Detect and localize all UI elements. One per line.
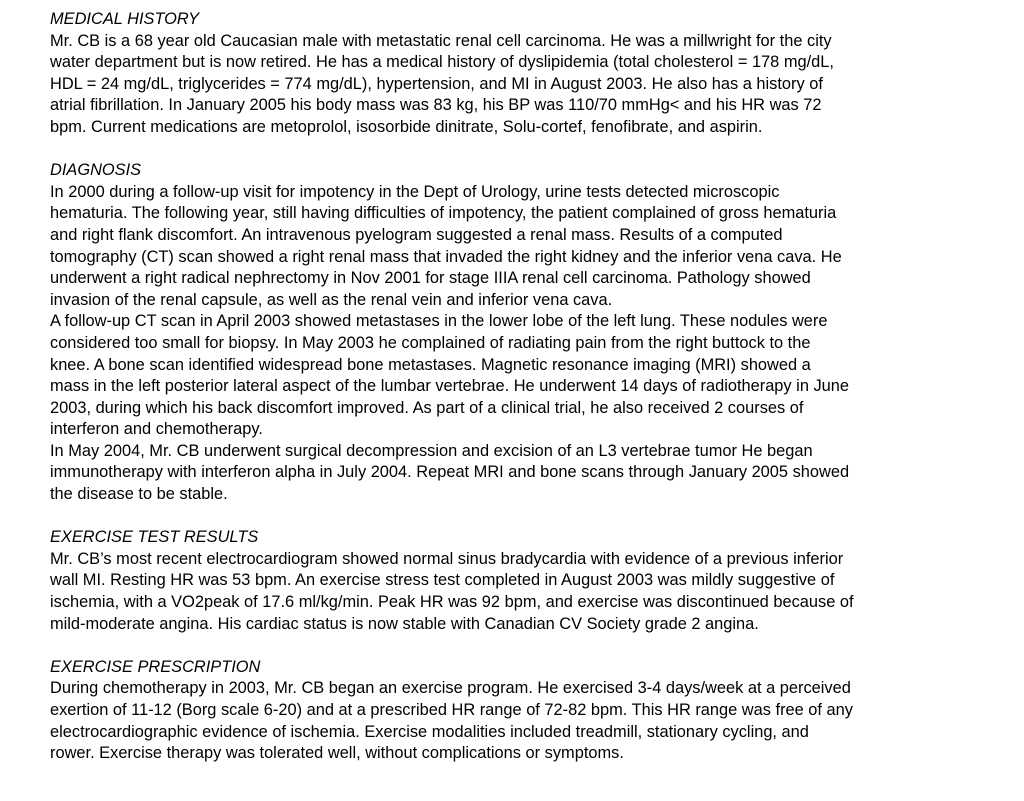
section-heading: EXERCISE PRESCRIPTION — [50, 657, 261, 676]
section-medical-history — [50, 9, 1010, 139]
paragraph: In 2000 during a follow-up visit for impotency in the Dept of Urology, urine tests detected microscopic hematuria. The following year, still having difficulties of impotency, the patient complained of gross hematuria and right flank discomfort. An intravenous pyelogram suggested a renal mass. Results of a computed tomography (CT) scan showed a right renal mass that invaded the right kidney and the inferior vena cava. He underwent a right radical nephrectomy in Nov 2001 for stage IIIA renal cell carcinoma. Pathology showed invasion of the renal capsule, as well as the renal vein and inferior vena cava. — [50, 182, 842, 309]
section-exercise-prescription — [50, 657, 1010, 765]
section-heading: MEDICAL HISTORY — [50, 10, 200, 28]
paragraph: In May 2004, Mr. CB underwent surgical decompression and excision of an L3 vertebrae tumor He began immunotherapy with interferon alpha in July 2004. Repeat MRI and bone scans through January 2005 showed the disease to be stable. — [50, 441, 850, 504]
section-diagnosis — [50, 160, 1010, 506]
paragraph: During chemotherapy in 2003, Mr. CB began an exercise program. He exercised 3-4 days/week at a perceived exertion of 11-12 (Borg scale 6-20) and at a prescribed HR range of 72-82 bpm. This HR range was free of any electrocardiographic evidence of ischemia. Exercise modalities included treadmill, stationary cycling, and rower. Exercise therapy was tolerated well, without complications or symptoms. — [50, 679, 853, 763]
paragraph: A follow-up CT scan in April 2003 showed metastases in the lower lobe of the left lung. These nodules were considered too small for biopsy. In May 2003 he complained of radiating pain from the right buttock to the knee. A bone scan identified widespread bone metastases. Magnetic resonance imaging (MRI) showed a mass in the left posterior lateral aspect of the lumbar vertebrae. He underwent 14 days of radiotherapy in June 2003, during which his back discomfort improved. As part of a clinical trial, he also received 2 courses of interferon and chemotherapy. — [50, 312, 850, 439]
section-heading: EXERCISE TEST RESULTS — [50, 528, 259, 547]
paragraph: Mr. CB’s most recent electrocardiogram showed normal sinus bradycardia with evidence of a previous inferior wall MI. Resting HR was 53 bpm. An exercise stress test completed in August 2003 was mildly suggestive of ischemia, with a VO2peak of 17.6 ml/kg/min. Peak HR was 92 bpm, and exercise was discontinued because of mild-moderate angina. His cardiac status is now stable with Canadian CV Society grade 2 angina. — [50, 549, 854, 633]
section-heading: DIAGNOSIS — [50, 161, 142, 180]
section-exercise-test-results — [50, 527, 1010, 635]
case-report-document — [50, 9, 1010, 786]
paragraph: Mr. CB is a 68 year old Caucasian male with metastatic renal cell carcinoma. He was a millwright for the city water department but is now retired. He has a medical history of dyslipidemia (total cholesterol = 178 mg/dL, HDL = 24 mg/dL, triglycerides = 774 mg/dL), hypertension, and MI in August 2003. He also has a history of atrial fibrillation. In January 2005 his body mass was 83 kg, his BP was 110/70 mmHg< and his HR was 72 bpm. Current medications are metoprolol, isosorbide dinitrate, Solu-cortef, fenofibrate, and aspirin. — [50, 31, 834, 136]
